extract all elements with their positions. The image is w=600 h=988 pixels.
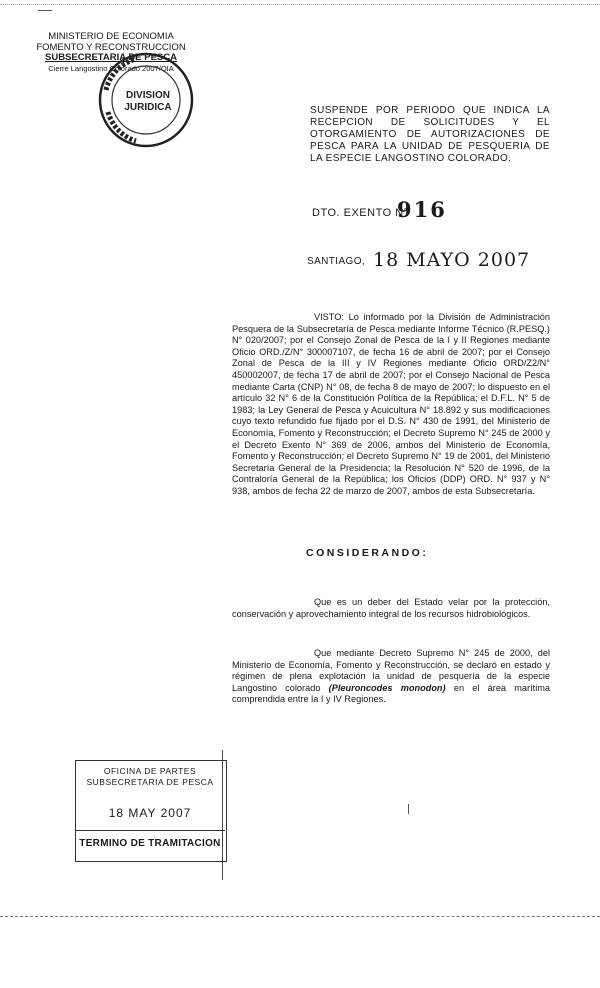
scan-edge-top xyxy=(0,4,600,5)
stamp-subsecretaria: SUBSECRETARIA DE PESCA xyxy=(86,777,214,787)
seal-text-arc xyxy=(106,59,136,90)
visto-paragraph xyxy=(232,312,550,498)
species-name: (Pleuroncodes monodon) xyxy=(328,682,446,693)
decree-label: DTO. EXENTO N° xyxy=(312,207,409,219)
header-line-fomento: FOMENTO Y RECONSTRUCCION xyxy=(36,41,186,53)
place-label: SANTIAGO, xyxy=(307,256,366,267)
decree-subject: SUSPENDE POR PERIODO QUE INDICA LA RECEPCION DE SOLICITUDES Y EL OTORGAMIENTO DE AUTORIZACIONES DE PESCA PARA LA UNIDAD DE PESQUERIA DE LA ESPECIE LANGOSTINO COLORADO. xyxy=(310,105,550,164)
division-juridica-seal xyxy=(96,50,196,150)
header-line-ministry: MINISTERIO DE ECONOMIA xyxy=(48,31,174,42)
header-line-reference: Cierre Langostino Colorado 2007/OIA xyxy=(48,63,174,73)
decree-date: 18 MAYO 2007 xyxy=(373,249,531,271)
considerando-heading: CONSIDERANDO: xyxy=(306,547,429,559)
para2-text-before: Que mediante Decreto Supremo N° 245 de 2000, del Ministerio de Economía, Fomento y Reconstrucción, se declaró en estado y régimen de plena explotación la unidad de pesquería de la especie Langostino colorado xyxy=(232,648,550,693)
scan-edge-bottom xyxy=(0,916,600,917)
stray-mark xyxy=(408,804,409,814)
decree-number: 916 xyxy=(397,197,447,222)
considerando-paragraph-1: Que es un deber del Estado velar por la protección, conservación y aprovechamiento integral de los recursos hidrobiológicos. xyxy=(232,597,550,619)
visto-text: Lo informado por la División de Administración Pesquera de la Subsecretaría de Pesca mediante Informe Técnico (R.PESQ.) N° 020/2007; por el Consejo Zonal de Pesca de la I y II Regiones mediante Oficio ORD./Z/N° 300007107, de fecha 16 de abril de 2007; por el Consejo Zonal de Pesca de la III y IV Regiones mediante Oficio ORD/Z2/N° 450002007, de fecha 17 de abril de 2007; por el Consejo Nacional de Pesca mediante Carta (CNP) N° 08, de fecha 8 de mayo de 2007; lo dispuesto en el artículo 32 N° 6 de la Constitución Política de la República; el D.F.L. N° 5 de 1983; la Ley General de Pesca y Acuicultura N° 18.892 y sus modificaciones cuyo texto refundido fue fijado por el D.S. N° 430 de 1991, del Ministerio de Economía, Fomento y Reconstrucción; el Decreto Supremo N° 245 de 2000 y el Decreto Exento N° 369 de 2006, ambos del Ministerio de Economía, Fomento y Reconstrucción; el Decreto Supremo N° 19 de 2001, del Ministerio Secretaría General de la Presidencia; la Resolución N° 520 de 1996, de la Contraloría General de la República; los Oficios (DDP) ORD. N° 937 y N° 938, ambos de fecha 22 de marzo de 2007, ambos de esta Subsecretaría. xyxy=(232,312,551,496)
stamp-termino-tramitacion: TERMINO DE TRAMITACION xyxy=(79,838,221,849)
header-line-subsecretaria: SUBSECRETARIA DE PESCA xyxy=(45,52,177,63)
seal-text-arc-lower xyxy=(108,112,136,141)
stamp-divider xyxy=(75,830,225,831)
visto-lead: VISTO: xyxy=(314,312,344,322)
considerando-paragraph-2 xyxy=(232,648,550,706)
para2-text-after: en el área marítima comprendida entre la I y IV Regiones. xyxy=(232,682,550,705)
seal-line-division: DIVISION xyxy=(126,90,170,101)
stamp-office: OFICINA DE PARTES xyxy=(103,766,197,776)
stamp-date: 18 MAY 2007 xyxy=(108,806,192,820)
seal-line-juridica: JURIDICA xyxy=(124,102,172,113)
corner-mark xyxy=(38,10,52,11)
